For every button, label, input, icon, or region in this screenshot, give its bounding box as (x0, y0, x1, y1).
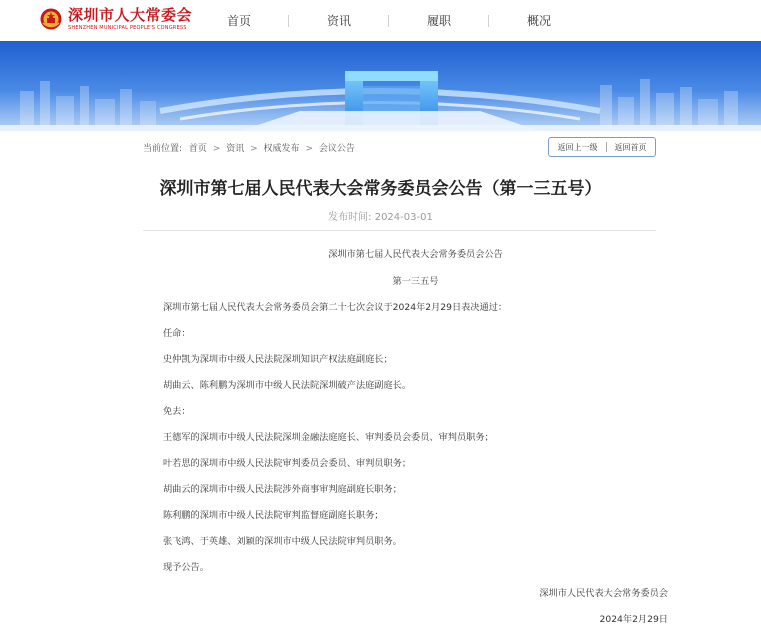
breadcrumb-prefix: 当前位置: (143, 144, 183, 154)
site-name-en: SHENZHEN MUNICIPAL PEOPLE'S CONGRESS (68, 25, 187, 31)
paragraph: 王德军的深圳市中级人民法院深圳金融法庭庭长、审判委员会委员、审判员职务； (163, 432, 494, 443)
paragraph: 史仲凯为深圳市中级人民法院深圳知识产权法庭副庭长； (163, 354, 393, 365)
nav-overview-label: 概况 (526, 14, 551, 28)
breadcrumb-separator: > (250, 144, 258, 154)
site-logo[interactable] (68, 6, 192, 32)
banner-image (0, 41, 761, 131)
article-number: 第一三五号 (392, 276, 439, 287)
button-divider (606, 142, 607, 152)
nav-home[interactable] (189, 0, 289, 41)
nav-buttons (548, 137, 656, 157)
nav-overview[interactable] (489, 0, 589, 41)
breadcrumb (143, 141, 355, 154)
article-heading: 深圳市第七届人民代表大会常务委员会公告 (328, 249, 503, 260)
breadcrumb-home[interactable]: 首页 (188, 144, 207, 154)
page-title: 深圳市第七届人民代表大会常务委员会公告（第一三五号） (159, 179, 602, 199)
title-divider (143, 230, 656, 231)
breadcrumb-news[interactable]: 资讯 (226, 144, 245, 154)
back-button[interactable]: 返回上一级 (557, 142, 598, 152)
paragraph: 深圳市第七届人民代表大会常务委员会第二十七次会议于2024年2月29日表决通过： (163, 302, 508, 313)
signature: 深圳市人民代表大会常务委员会 (539, 588, 668, 599)
paragraph: 胡曲云、陈利鹏为深圳市中级人民法院深圳破产法庭副庭长。 (163, 380, 412, 391)
paragraph: 张飞鸿、于英雄、刘颖的深圳市中级人民法院审判员职务。 (163, 536, 402, 547)
breadcrumb-release[interactable]: 权威发布 (263, 144, 300, 154)
paragraph: 叶若思的深圳市中级人民法院审判委员会委员、审判员职务； (163, 458, 412, 469)
site-name: 深圳市人大常委会 (68, 6, 193, 24)
publish-time: 发布时间: 2024-03-01 (328, 212, 433, 223)
breadcrumb-separator: > (305, 144, 313, 154)
nav-news[interactable] (289, 0, 389, 41)
site-header (0, 0, 761, 41)
nav-duties-label: 履职 (426, 14, 451, 28)
sign-date: 2024年2月29日 (599, 614, 668, 625)
breadcrumb-separator: > (212, 144, 221, 154)
nav-duties[interactable] (389, 0, 489, 41)
paragraph: 任命： (163, 328, 191, 339)
paragraph: 胡曲云的深圳市中级人民法院涉外商事审判庭副庭长职务； (163, 484, 402, 495)
nav-home-label: 首页 (226, 14, 251, 28)
emblem-icon[interactable] (40, 8, 62, 30)
paragraph: 免去： (163, 406, 191, 417)
paragraph: 现予公告。 (163, 562, 209, 573)
paragraph: 陈利鹏的深圳市中级人民法院审判监督庭副庭长职务； (163, 510, 384, 521)
main-nav (189, 0, 589, 41)
nav-news-label: 资讯 (326, 14, 351, 28)
home-button[interactable]: 返回首页 (614, 142, 647, 152)
breadcrumb-announcement[interactable]: 会议公告 (318, 144, 355, 154)
